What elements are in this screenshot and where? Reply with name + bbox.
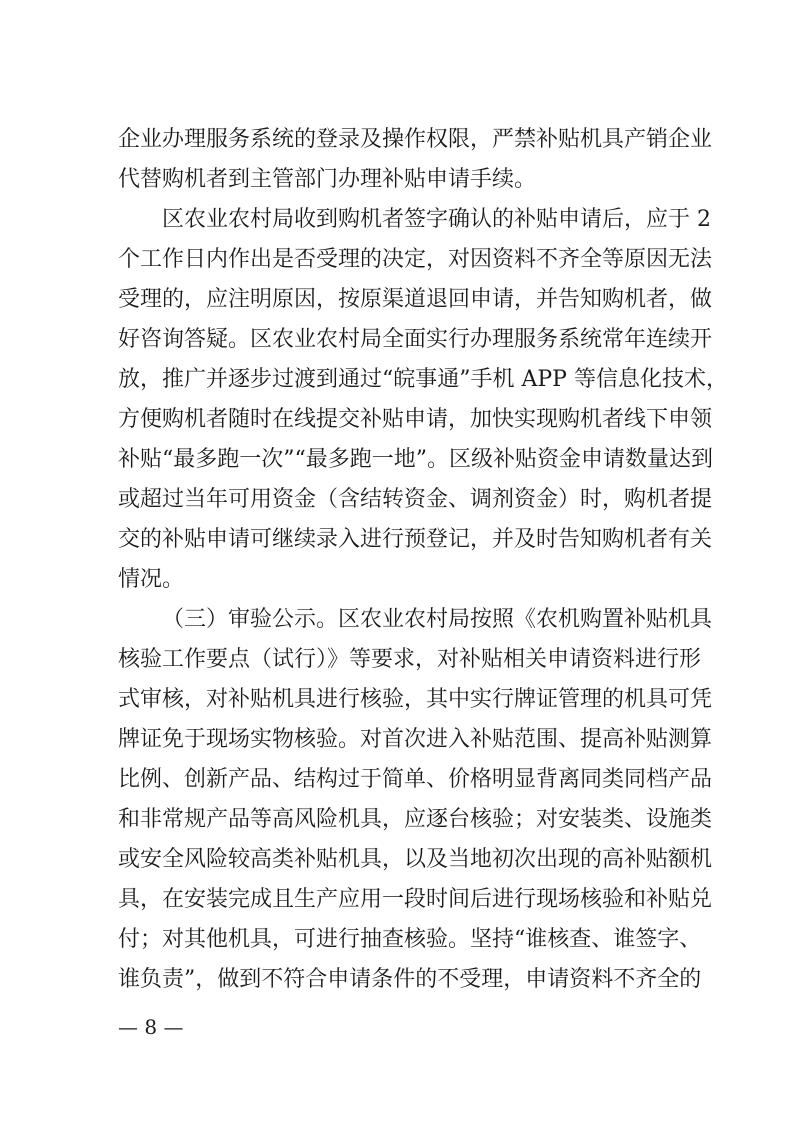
text-line: 企业办理服务系统的登录及操作权限，严禁补贴机具产销企业 bbox=[118, 127, 713, 152]
text-line: 式审核，对补贴机具进行核验，其中实行牌证管理的机具可凭 bbox=[118, 687, 713, 712]
text-line: 受理的，应注明原因，按原渠道退回申请，并告知购机者，做 bbox=[118, 287, 713, 312]
page-number: — 8 — bbox=[118, 1015, 184, 1039]
text-line: 比例、创新产品、结构过于简单、价格明显背离同类同档产品 bbox=[118, 767, 713, 792]
text-line: 核验工作要点（试行）》等要求，对补贴相关申请资料进行形 bbox=[118, 647, 702, 672]
text-line: 放，推广并逐步过渡到通过“皖事通”手机 APP 等信息化技术， bbox=[118, 367, 728, 392]
text-line: 交的补贴申请可继续录入进行预登记，并及时告知购机者有关 bbox=[118, 527, 713, 552]
text-line: 牌证免于现场实物核验。对首次进入补贴范围、提高补贴测算 bbox=[118, 727, 713, 752]
text-line: 好咨询答疑。区农业农村局全面实行办理服务系统常年连续开 bbox=[118, 327, 713, 352]
text-line: 付；对其他机具，可进行抽查核验。坚持“谁核查、谁签字、 bbox=[118, 927, 702, 952]
text-line: 个工作日内作出是否受理的决定，对因资料不齐全等原因无法 bbox=[118, 247, 713, 272]
text-line: 情况。 bbox=[118, 567, 185, 592]
paragraph-first-line: （三）审验公示。区农业农村局按照《农机购置补贴机具 bbox=[162, 607, 713, 632]
text-line: 补贴“最多跑一次”“最多跑一地”。区级补贴资金申请数量达到 bbox=[118, 447, 713, 472]
text-line: 具，在安装完成且生产应用一段时间后进行现场核验和补贴兑 bbox=[118, 887, 713, 912]
text-line: 方便购机者随时在线提交补贴申请，加快实现购机者线下申领 bbox=[118, 407, 713, 432]
paragraph-first-line: 区农业农村局收到购机者签字确认的补贴申请后，应于 2 bbox=[162, 207, 711, 232]
text-line: 谁负责”，做到不符合申请条件的不受理，申请资料不齐全的 bbox=[118, 967, 702, 992]
text-line: 代替购机者到主管部门办理补贴申请手续。 bbox=[118, 167, 537, 192]
text-line: 和非常规产品等高风险机具，应逐台核验；对安装类、设施类 bbox=[118, 807, 713, 832]
text-line: 或超过当年可用资金（含结转资金、调剂资金）时，购机者提 bbox=[118, 487, 713, 512]
text-line: 或安全风险较高类补贴机具，以及当地初次出现的高补贴额机 bbox=[118, 847, 713, 872]
